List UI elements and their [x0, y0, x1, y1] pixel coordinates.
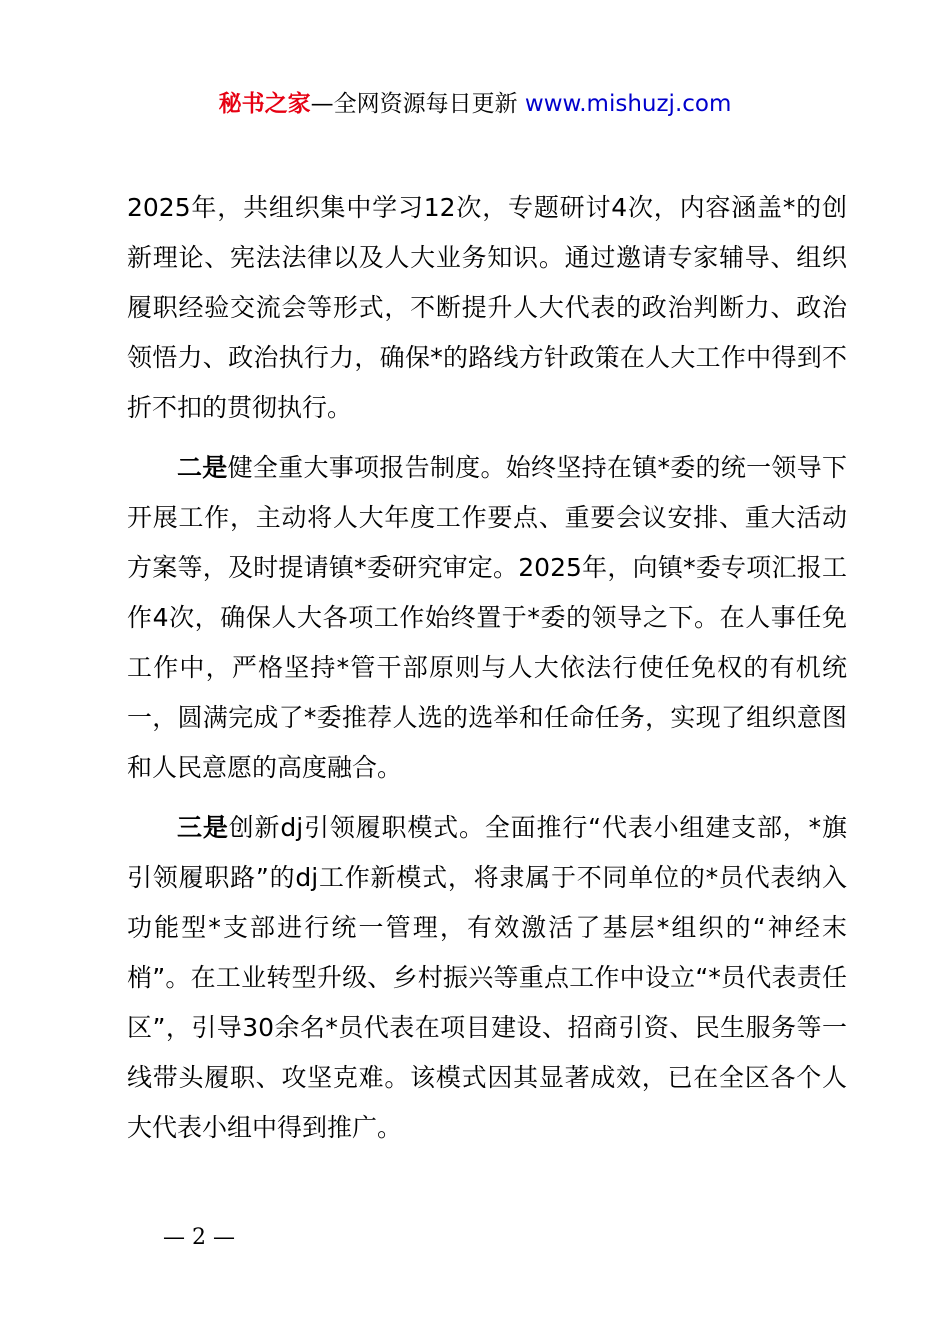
- page-number: — 2 —: [163, 1225, 235, 1250]
- paragraph-item-three: [127, 803, 847, 1153]
- site-url-link[interactable]: www.mishuzj.com: [524, 91, 732, 117]
- site-brand: 秘书之家: [218, 91, 311, 117]
- paragraph-text: 健全重大事项报告制度。始终坚持在镇*委的统一领导下开展工作，主动将人大年度工作要点、重要会议安排、重大活动方案等，及时提请镇*委研究审定。2025年，向镇*委专项汇报工作4次，确保人大各项工作始终置于*委的领导之下。在人事任免工作中，严格坚持*管干部原则与人大依法行使任免权的有机统一，圆满完成了*委推荐人选的选举和任命任务，实现了组织意图和人民意愿的高度融合。: [127, 453, 847, 782]
- paragraph-continued: [127, 183, 847, 433]
- paragraph-text: 2025年，共组织集中学习12次，专题研讨4次，内容涵盖*的创新理论、宪法法律以及人大业务知识。通过邀请专家辅导、组织履职经验交流会等形式，不断提升人大代表的政治判断力、政治领悟力、政治执行力，确保*的路线方针政策在人大工作中得到不折不扣的贯彻执行。: [127, 193, 847, 422]
- paragraph-lead: 三是: [177, 813, 229, 842]
- site-tagline: —全网资源每日更新: [310, 91, 525, 117]
- paragraph-text: 创新dj引领履职模式。全面推行“代表小组建支部，*旗引领履职路”的dj工作新模式，将隶属于不同单位的*员代表纳入功能型*支部进行统一管理，有效激活了基层*组织的“神经末梢”。在工业转型升级、乡村振兴等重点工作中设立“*员代表责任区”，引导30余名*员代表在项目建设、招商引资、民生服务等一线带头履职、攻坚克难。该模式因其显著成效，已在全区各个人大代表小组中得到推广。: [127, 813, 847, 1142]
- page-header: [0, 86, 950, 122]
- paragraph-item-two: [127, 443, 847, 793]
- document-body: [127, 183, 847, 1153]
- paragraph-lead: 二是: [177, 453, 228, 482]
